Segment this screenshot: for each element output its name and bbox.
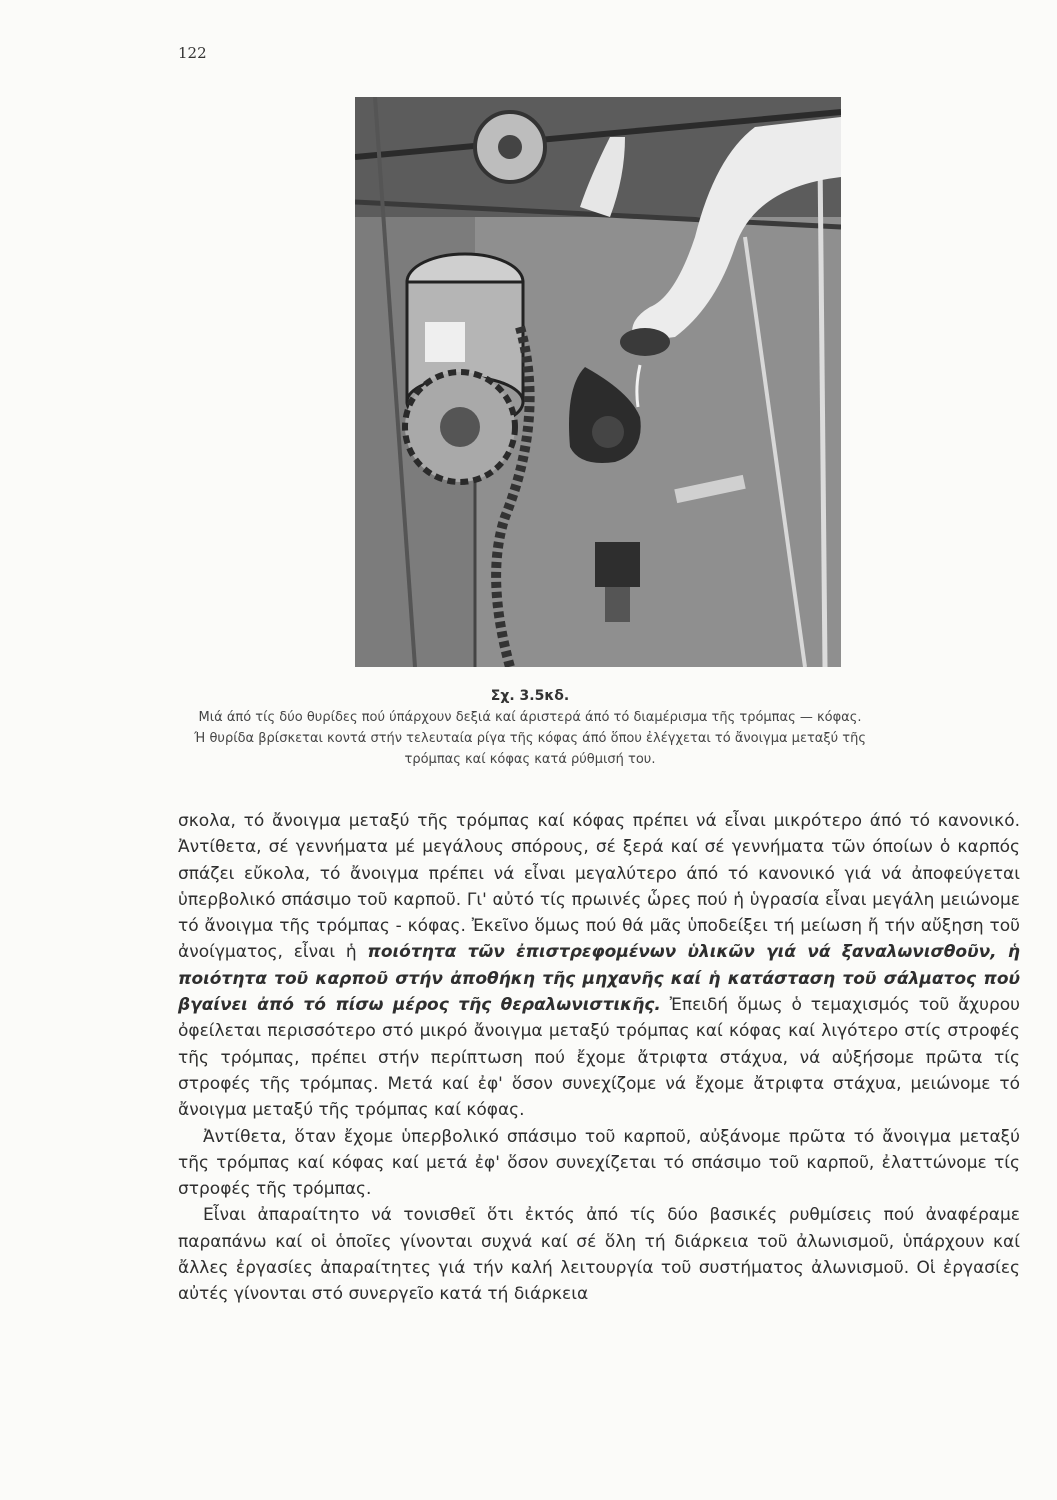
paragraph-1-end: Ἐπειδή ὅμως ὁ τεμαχισμός τοῦ ἄχυρου ὀφείλεται περισσότερο στό μικρό ἄνοιγμα μεταξύ τρόμπας καί κόφας καί λιγότερο στίς στροφές τῆς τρόμπας, πρέπει στήν περίπτωση πού ἔχομε ἄτριφτα στάχυα, νά αὐξήσομε πρῶτα τίς στροφές τῆς τρόμπας. Μετά καί ἐφ' ὅσον συνεχίζομε νά ἔχομε ἄτριφτα στάχυα, μειώνομε τό ἄνοιγμα μεταξύ τῆς τρόμπας καί κόφας. xyxy=(178,995,1020,1121)
caption-line: Μιά άπό τίς δύο θυρίδες πού ύπάρχουν δεξιά καί άριστερά άπό τό διαμέρισμα τῆς τρόμπας — κόφας. xyxy=(198,710,862,725)
machine-photo-illustration xyxy=(355,97,841,667)
emphasized-text: ποιότητα τῶν ἐπιστρεφομένων ὑλικῶν γιά νά ξαναλωνισθοῦν, ἡ ποιότητα τοῦ καρποῦ στήν ἀποθήκη τῆς μηχανῆς καί ἡ κατάσταση τοῦ σάλματος πού βγαίνει ἀπό τό πίσω μέρος τῆς θεραλωνιστικῆς. xyxy=(178,942,1020,1016)
figure-photo xyxy=(355,97,841,667)
caption-line: Ή θυρίδα βρίσκεται κοντά στήν τελευταία ρίγα τῆς κόφας άπό ὅπου ἐλέγχεται τό ἄνοιγμα μεταξύ τῆς xyxy=(194,731,866,746)
figure-caption xyxy=(150,686,910,770)
body-text xyxy=(178,808,1020,1308)
paragraph-1 xyxy=(178,808,1020,1124)
paragraph-1-start: σκολα, τό ἄνοιγμα μεταξύ τῆς τρόμπας καί κόφας πρέπει νά εἶναι μικρότερο άπό τό κανονικό. Ἀντίθετα, σέ γεννήματα μέ μεγάλους σπόρους, σέ ξερά καί σέ γεννήματα τῶν όποίων ὁ καρπός σπάζει εὔκολα, τό ἄνοιγμα πρέπει νά εἶναι μεγαλύτερο άπό τό κανονικό γιά νά ἀποφεύγεται ὑπερβολικό σπάσιμο τοῦ καρποῦ. Γι' αὐτό τίς πρωινές ὧρες πού ἡ ὑγρασία εἶναι μεγάλη μειώνομε τό ἄνοιγμα τῆς τρόμπας - κόφας. Ἐκεῖνο ὅμως πού θά μᾶς ὑποδείξει τή μείωση ἤ τήν αὔξηση τοῦ ἀνοίγματος, εἶναι ἡ xyxy=(178,811,1020,963)
caption-line: τρόμπας καί κόφας κατά ρύθμισή του. xyxy=(404,752,656,767)
paragraph-3: Εἶναι ἀπαραίτητο νά τονισθεῖ ὅτι ἐκτός ἀπό τίς δύο βασικές ρυθμίσεις πού ἀναφέραμε παραπάνω καί οἱ ὁποῖες γίνονται συχνά καί σέ ὅλη τή διάρκεια τοῦ ἀλωνισμοῦ, ὑπάρχουν καί ἄλλες ἐργασίες ἀπαραίτητες γιά τήν καλή λειτουργία τοῦ συστήματος ἀλωνισμοῦ. Οἱ ἐργασίες αὐτές γίνονται στό συνεργεῖο κατά τή διάρκεια xyxy=(178,1205,1020,1305)
page-number: 122 xyxy=(178,44,207,62)
paragraph-2: Ἀντίθετα, ὅταν ἔχομε ὑπερβολικό σπάσιμο τοῦ καρποῦ, αὐξάνομε πρῶτα τό ἄνοιγμα μεταξύ τῆς τρόμπας καί κόφας καί μετά ἐφ' ὅσον συνεχίζεται τό σπάσιμο τοῦ καρποῦ, ἐλαττώνομε τίς στροφές τῆς τρόμπας. xyxy=(178,1126,1020,1200)
figure-label: Σχ. 3.5κδ. xyxy=(490,688,570,704)
